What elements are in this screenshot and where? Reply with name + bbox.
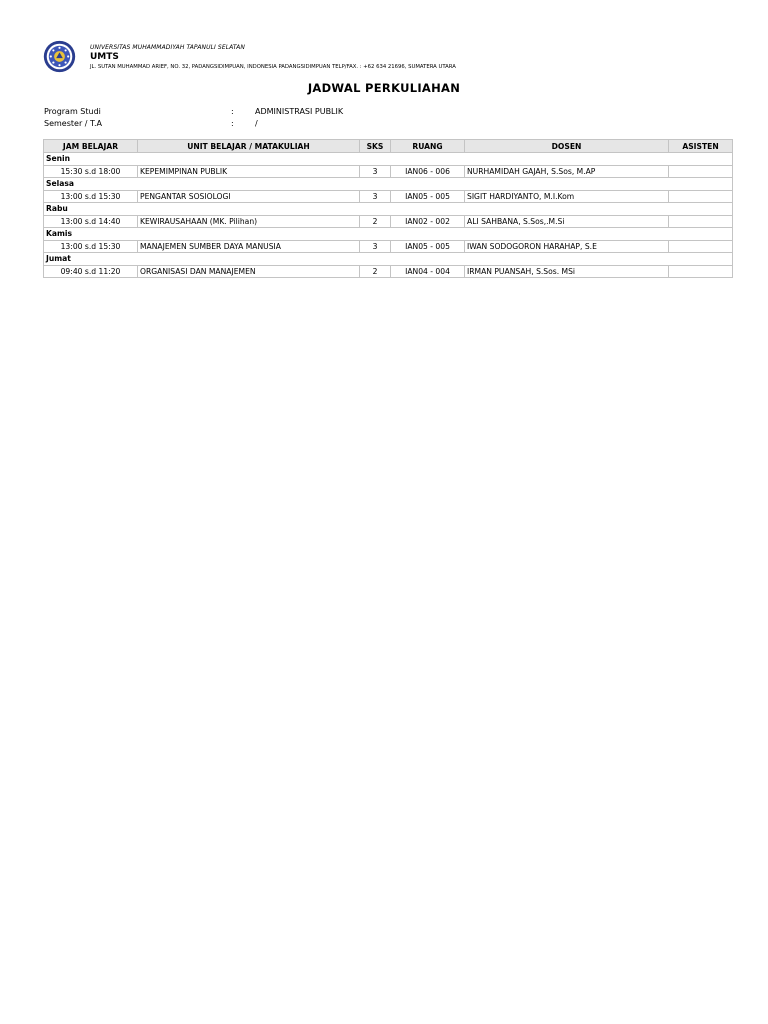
assistant-cell xyxy=(669,240,733,253)
header-matakuliah: UNIT BELAJAR / MATAKULIAH xyxy=(138,140,360,153)
course-cell: PENGANTAR SOSIOLOGI xyxy=(138,190,360,203)
time-cell: 13:00 s.d 14:40 xyxy=(44,215,138,228)
time-cell: 13:00 s.d 15:30 xyxy=(44,240,138,253)
page-title: JADWAL PERKULIAHAN xyxy=(307,81,461,95)
lecturer-cell: IRMAN PUANSAH, S.Sos. MSi xyxy=(465,265,669,278)
time-cell: 09:40 s.d 11:20 xyxy=(44,265,138,278)
day-row xyxy=(44,228,733,241)
table-row xyxy=(44,265,733,278)
room-cell: IAN02 - 002 xyxy=(391,215,465,228)
lecturer-cell: IWAN SODOGORON HARAHAP, S.E xyxy=(465,240,669,253)
table-row xyxy=(44,215,733,228)
lecturer-cell: SIGIT HARDIYANTO, M.I.Kom xyxy=(465,190,669,203)
assistant-cell xyxy=(669,215,733,228)
semester-value: / xyxy=(255,119,258,128)
day-label: Kamis xyxy=(44,228,733,241)
schedule-table xyxy=(43,139,733,278)
day-label: Jumat xyxy=(44,253,733,266)
course-cell: KEWIRAUSAHAAN (MK. Pilihan) xyxy=(138,215,360,228)
table-row xyxy=(44,165,733,178)
assistant-cell xyxy=(669,265,733,278)
time-cell: 13:00 s.d 15:30 xyxy=(44,190,138,203)
university-address: JL. SUTAN MUHAMMAD ARIEF, NO. 32, PADANGSIDIMPUAN, INDONESIA PADANGSIDIMPUAN TELP/FAX. : +62 634 21696, SUMATERA UTARA xyxy=(90,64,456,70)
university-name: UNIVERSITAS MUHAMMADIYAH TAPANULI SELATAN xyxy=(90,44,245,51)
letterhead xyxy=(43,40,733,76)
day-row xyxy=(44,253,733,266)
semester-colon: : xyxy=(231,119,234,128)
day-label: Selasa xyxy=(44,178,733,191)
assistant-cell xyxy=(669,190,733,203)
sks-cell: 2 xyxy=(360,215,391,228)
university-short-name: UMTS xyxy=(90,52,119,62)
program-colon: : xyxy=(231,107,234,116)
assistant-cell xyxy=(669,165,733,178)
program-value: ADMINISTRASI PUBLIK xyxy=(255,107,344,116)
day-label: Senin xyxy=(44,153,733,166)
time-cell: 15:30 s.d 18:00 xyxy=(44,165,138,178)
day-row xyxy=(44,203,733,216)
sks-cell: 3 xyxy=(360,190,391,203)
room-cell: IAN05 - 005 xyxy=(391,240,465,253)
day-row xyxy=(44,153,733,166)
course-cell: ORGANISASI DAN MANAJEMEN xyxy=(138,265,360,278)
day-label: Rabu xyxy=(44,203,733,216)
header-dosen: DOSEN xyxy=(465,140,669,153)
university-logo xyxy=(43,40,76,73)
sks-cell: 3 xyxy=(360,240,391,253)
room-cell: IAN06 - 006 xyxy=(391,165,465,178)
table-row xyxy=(44,190,733,203)
course-cell: MANAJEMEN SUMBER DAYA MANUSIA xyxy=(138,240,360,253)
header-asisten: ASISTEN xyxy=(669,140,733,153)
day-row xyxy=(44,178,733,191)
table-row xyxy=(44,240,733,253)
table-header-row xyxy=(44,140,733,153)
header-ruang: RUANG xyxy=(391,140,465,153)
course-cell: KEPEMIMPINAN PUBLIK xyxy=(138,165,360,178)
semester-label: Semester / T.A xyxy=(44,119,102,128)
program-label: Program Studi xyxy=(44,107,101,116)
header-jam-belajar: JAM BELAJAR xyxy=(44,140,138,153)
room-cell: IAN04 - 004 xyxy=(391,265,465,278)
sks-cell: 3 xyxy=(360,165,391,178)
lecturer-cell: NURHAMIDAH GAJAH, S.Sos, M.AP xyxy=(465,165,669,178)
sks-cell: 2 xyxy=(360,265,391,278)
lecturer-cell: ALI SAHBANA, S.Sos,.M.Si xyxy=(465,215,669,228)
header-sks: SKS xyxy=(360,140,391,153)
room-cell: IAN05 - 005 xyxy=(391,190,465,203)
